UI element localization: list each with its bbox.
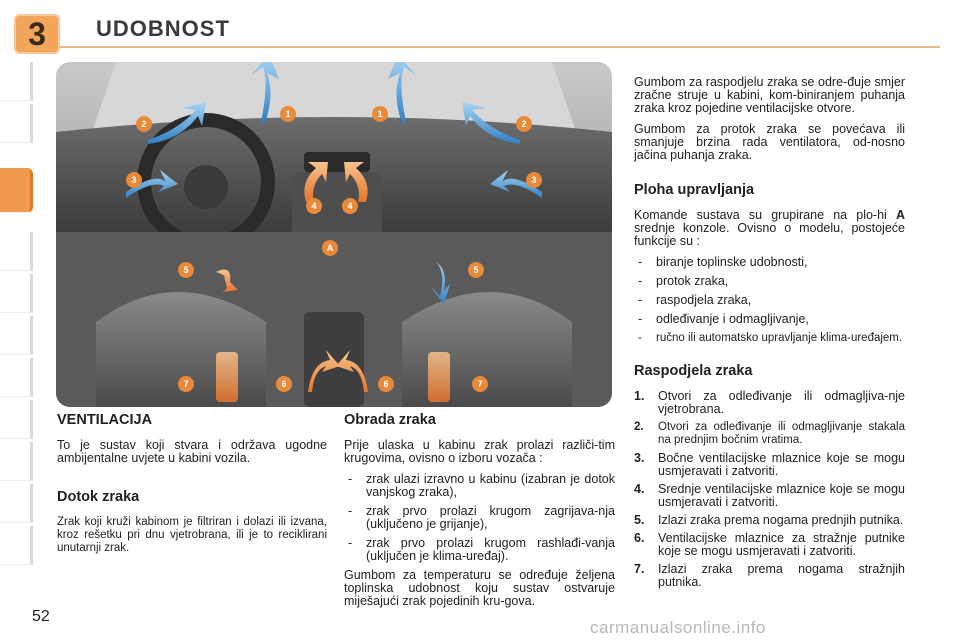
list-item: - odleđivanje i odmagljivanje, — [634, 313, 905, 326]
chapter-tab[interactable] — [0, 358, 33, 397]
section-heading-ventilacija: VENTILACIJA — [57, 412, 153, 428]
chapter-tabs — [0, 62, 34, 582]
controls-list — [634, 256, 905, 345]
callout-5: 5 — [183, 265, 189, 275]
obrada-zraka-intro: Prije ulaska u kabinu zrak prolazi različi-tim krugovima, ovisno o izboru vozača : — [344, 438, 615, 465]
list-item: 3. Bočne ventilacijske mlaznice koje se mogu usmjeravati i zatvoriti. — [634, 451, 905, 478]
chapter-number: 3 — [28, 16, 46, 52]
list-item: 2. Otvori za odleđivanje ili odmagljivanje stakala na prednjim bočnim vratima. — [634, 421, 905, 446]
callout-4: 4 — [311, 201, 317, 211]
list-item: 5. Izlazi zraka prema nogama prednjih putnika. — [634, 513, 904, 527]
list-item: - zrak ulazi izravno u kabinu (izabran je dotok vanjskog zraka), — [344, 473, 615, 499]
callout-3: 3 — [131, 175, 137, 185]
callout-6: 6 — [281, 379, 287, 389]
callout-2: 2 — [521, 119, 527, 129]
callout-5: 5 — [473, 265, 479, 275]
ventilacija-intro: To je sustav koji stvara i održava ugodne ambijentalne uvjete u kabini vozila. — [57, 438, 327, 465]
callout-1: 1 — [285, 109, 291, 119]
front-right-seat — [402, 292, 572, 407]
list-item: - ručno ili automatsko upravljanje klima-uređajem. — [634, 332, 905, 345]
watermark: carmanualsonline.info — [590, 618, 766, 637]
page-number: 52 — [32, 608, 50, 625]
list-item: - raspodjela zraka, — [634, 294, 905, 307]
list-item: 4. Srednje ventilacijske mlaznice koje se mogu usmjeravati i zatvoriti. — [634, 482, 905, 509]
flow-knob-text: Gumbom za protok zraka se povećava ili smanjuje brzina rada ventilatora, od-nosno jačina puhanja zraka. — [634, 122, 905, 162]
distribution-list — [634, 390, 905, 589]
chapter-tab[interactable] — [0, 316, 33, 355]
page-title: UDOBNOST — [96, 16, 230, 41]
chapter-tab[interactable] — [0, 104, 33, 143]
dotok-zraka-body: Zrak koji kruži kabinom je filtriran i dolazi ili izvana, kroz rešetku pri dnu vjetrobrana, ili je to reciklirani unutarnji zrak. — [57, 516, 327, 554]
section-heading-dotok-zraka: Dotok zraka — [57, 489, 140, 505]
callout-4: 4 — [347, 201, 353, 211]
car-interior-drawing — [56, 62, 612, 407]
section-heading-ploha-upravljanja: Ploha upravljanja — [634, 182, 755, 198]
list-item: - zrak prvo prolazi krugom zagrijava-nja (uključeno je grijanje), — [344, 505, 615, 531]
list-item: - zrak prvo prolazi krugom rashlađi-vanja (uključen je klima-uređaj). — [344, 537, 615, 563]
control-panel-label: A — [895, 208, 905, 222]
callout-a: A — [326, 243, 334, 253]
chapter-tab[interactable] — [0, 274, 33, 313]
callout-7: 7 — [183, 379, 189, 389]
chapter-tab[interactable] — [0, 232, 33, 271]
chapter-tab[interactable] — [0, 400, 33, 439]
chapter-tab-active[interactable] — [0, 168, 33, 213]
section-heading-obrada-zraka: Obrada zraka — [344, 412, 436, 428]
middle-column — [344, 414, 615, 616]
chapter-badge — [14, 14, 60, 54]
chapter-tab[interactable] — [0, 484, 33, 523]
list-item: 1. Otvori za odleđivanje ili odmagljiva-nje vjetrobrana. — [634, 389, 905, 416]
air-treatment-list — [344, 473, 615, 563]
list-item: 7. Izlazi zraka prema nogama stražnjih putnika. — [634, 562, 905, 589]
section-heading-raspodjela-zraka: Raspodjela zraka — [634, 363, 753, 379]
controls-intro: Komande sustava su grupirane na plo-hi A srednje konzole. Ovisno o modelu, postojeće funkcije su : — [634, 208, 905, 248]
right-column — [634, 76, 905, 594]
callout-7: 7 — [477, 379, 483, 389]
callout-3: 3 — [531, 175, 537, 185]
left-column — [57, 414, 327, 563]
header-divider — [60, 46, 940, 48]
dashboard-ventilation-illustration — [56, 62, 612, 407]
callout-2: 2 — [141, 119, 147, 129]
list-item: - biranje toplinske udobnosti, — [634, 256, 905, 269]
list-item: - protok zraka, — [634, 275, 905, 288]
list-item: 6. Ventilacijske mlaznice za stražnje putnike koje se mogu usmjeravati i zatvoriti. — [634, 531, 905, 558]
chapter-tab[interactable] — [0, 442, 33, 481]
callout-6: 6 — [383, 379, 389, 389]
distribution-knob-text: Gumbom za raspodjelu zraka se odre-đuje smjer zračne struje u kabini, kom-biniranjem puhanja zraka kroz pojedine ventilacijske otvore. — [634, 75, 905, 115]
chapter-tab[interactable] — [0, 526, 33, 565]
callout-1: 1 — [377, 109, 383, 119]
chapter-tab[interactable] — [0, 62, 33, 101]
obrada-zraka-closing: Gumbom za temperaturu se određuje željena toplinska udobnost koju sustav ostvaruje miješajući zrak pojedinih kru-gova. — [344, 568, 615, 608]
page-header — [0, 0, 960, 52]
